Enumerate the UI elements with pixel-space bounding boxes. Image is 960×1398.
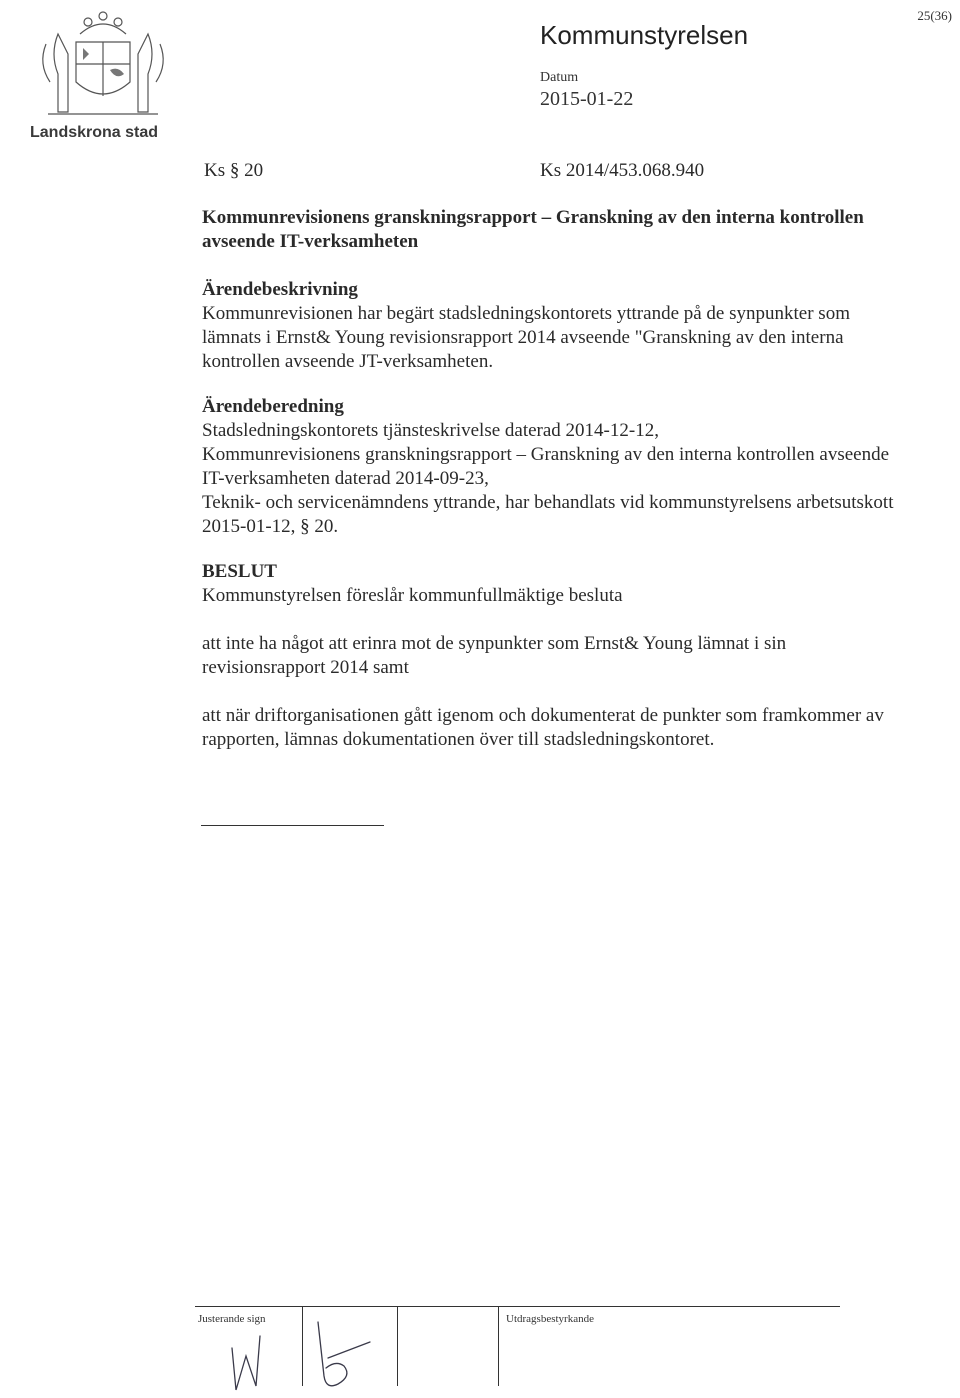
utdragsbestyrkande-label: Utdragsbestyrkande (506, 1313, 594, 1325)
logo-name: Landskrona stad (30, 124, 159, 141)
signature-divider (498, 1306, 499, 1386)
document-title: Kommunrevisionens granskningsrapport – Granskning av den interna kontrollen avseende IT-verksamheten (202, 207, 864, 252)
arendebeskrivning-heading: Ärendebeskrivning (202, 279, 358, 300)
signature-divider (397, 1306, 398, 1386)
page-number: 25(36) (917, 8, 952, 23)
justerande-sign-label: Justerande sign (198, 1313, 266, 1325)
paragraph-number: Ks § 20 (204, 160, 264, 181)
case-number: Ks 2014/453.068.940 (540, 160, 705, 181)
arendeberedning-line: Teknik- och servicenämndens yttrande, har behandlats vid kommunstyrelsens arbetsutskott 2015-01-12, § 20. (202, 492, 894, 537)
handwritten-signatures (220, 1318, 390, 1398)
date-value: 2015-01-22 (540, 88, 634, 110)
coat-of-arms-logo (28, 4, 178, 122)
document-body (202, 206, 902, 752)
date-label: Datum (540, 70, 579, 85)
arendeberedning-line: Kommunrevisionens granskningsrapport – Granskning av den interna kontrollen avseende IT-verksamheten daterad 2014-09-23, (202, 444, 890, 489)
arendeberedning-heading: Ärendeberedning (202, 396, 344, 417)
beslut-heading: BESLUT (202, 561, 277, 582)
beslut-item: att när driftorganisationen gått igenom och dokumenterat de punkter som framkommer av rapporten, lämnas dokumentationen över till stadsledningskontoret. (202, 705, 884, 750)
beslut-item: att inte ha något att erinra mot de synpunkter som Ernst& Young lämnat i sin revisionsrapport 2014 samt (202, 633, 787, 678)
organization-name: Kommunstyrelsen (540, 20, 749, 50)
beslut-intro: Kommunstyrelsen föreslår kommunfullmäktige besluta (202, 585, 623, 606)
arendebeskrivning-text: Kommunrevisionen har begärt stadsledningskontorets yttrande på de synpunkter som lämnats i Ernst& Young revisionsrapport 2014 avseende "Granskning av den interna kontrollen avseende JT-verksamheten. (202, 303, 850, 372)
end-rule (201, 825, 384, 826)
arendeberedning-line: Stadsledningskontorets tjänsteskrivelse daterad 2014-12-12, (202, 420, 659, 441)
footer-top-line (195, 1306, 840, 1307)
